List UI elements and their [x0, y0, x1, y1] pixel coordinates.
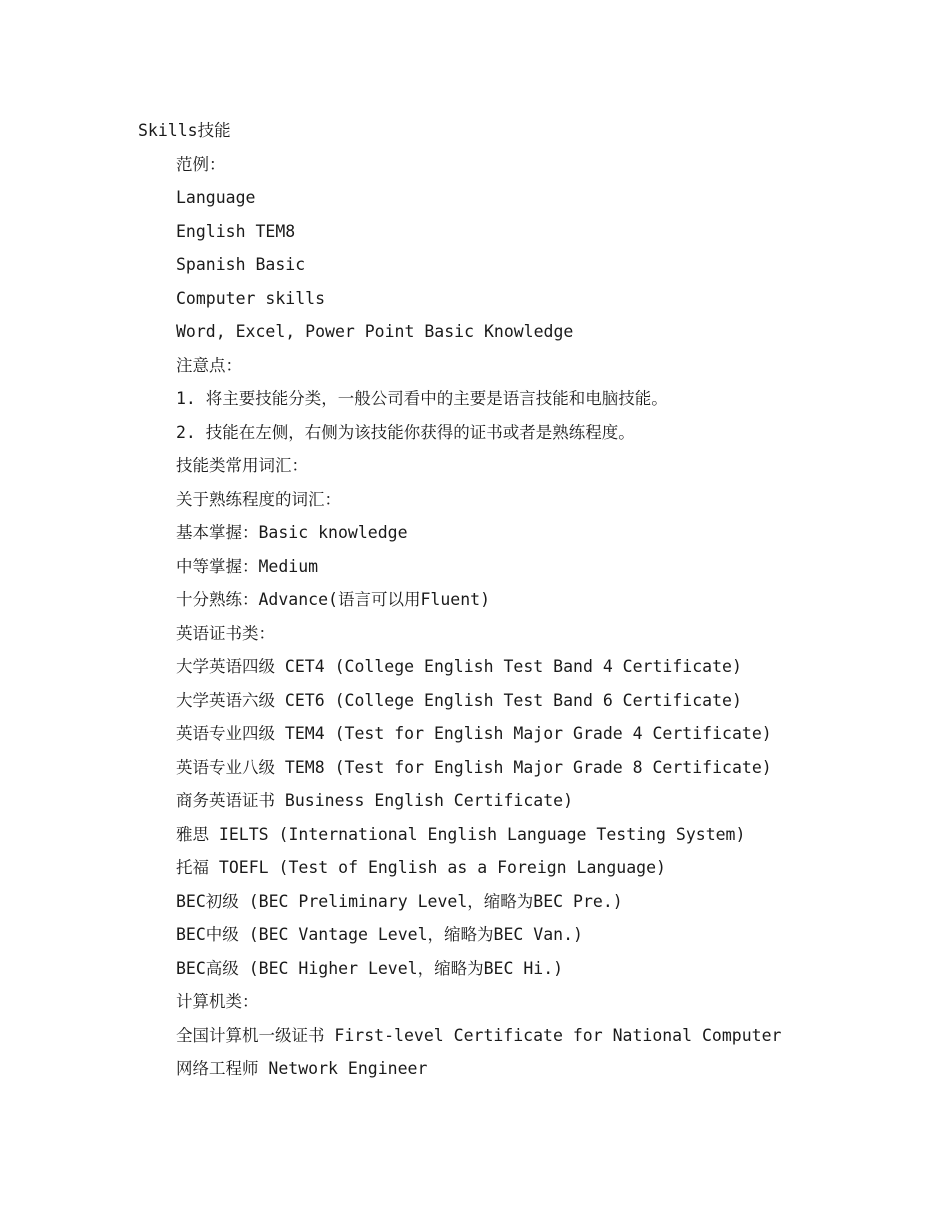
text-line: 英语证书类： — [176, 623, 275, 643]
text-line: BEC中级 (BEC Vantage Level，缩略为BEC Van.) — [176, 925, 583, 944]
text-line: 商务英语证书 Business English Certificate) — [176, 791, 574, 810]
text-line: 计算机类： — [176, 992, 259, 1011]
text-line: BEC初级 (BEC Preliminary Level，缩略为BEC Pre.) — [176, 891, 623, 911]
section-heading: Skills技能 — [138, 121, 231, 140]
text-line: 基本掌握：Basic knowledge — [176, 523, 408, 542]
text-line: 注意点： — [176, 355, 242, 375]
text-line: 英语专业四级 TEM4 (Test for English Major Grade 4 Certificate) — [176, 724, 772, 743]
text-line: Word, Excel, Power Point Basic Knowledge — [176, 322, 574, 341]
text-line: 大学英语四级 CET4 (College English Test Band 4 Certificate) — [176, 657, 742, 676]
text-line: 大学英语六级 CET6 (College English Test Band 6 Certificate) — [176, 690, 742, 710]
text-line: Computer skills — [176, 288, 326, 308]
document-body — [176, 152, 781, 1090]
text-line: 托福 TOEFL (Test of English as a Foreign Language) — [176, 858, 666, 877]
text-line: 1. 将主要技能分类，一般公司看中的主要是语言技能和电脑技能。 — [176, 389, 668, 408]
text-line: 全国计算机一级证书 First-level Certificate for National Computer — [176, 1025, 782, 1045]
text-line: Language — [176, 188, 256, 207]
text-line: 2. 技能在左侧，右侧为该技能你获得的证书或者是熟练程度。 — [176, 422, 635, 442]
text-line: 中等掌握：Medium — [176, 556, 319, 576]
text-line: Spanish Basic — [176, 255, 306, 274]
text-line: English TEM8 — [176, 221, 296, 241]
text-line: 十分熟练：Advance(语言可以用Fluent) — [176, 590, 491, 609]
text-line: 网络工程师 Network Engineer — [176, 1059, 428, 1078]
text-line: 英语专业八级 TEM8 (Test for English Major Grade 8 Certificate) — [176, 757, 772, 777]
text-line: 范例： — [176, 154, 226, 174]
text-line: 关于熟练程度的词汇： — [176, 489, 341, 509]
text-line: BEC高级 (BEC Higher Level，缩略为BEC Hi.) — [176, 958, 564, 978]
text-line: 技能类常用词汇： — [176, 456, 308, 475]
text-line: 雅思 IELTS (International English Language Testing System) — [176, 824, 746, 844]
